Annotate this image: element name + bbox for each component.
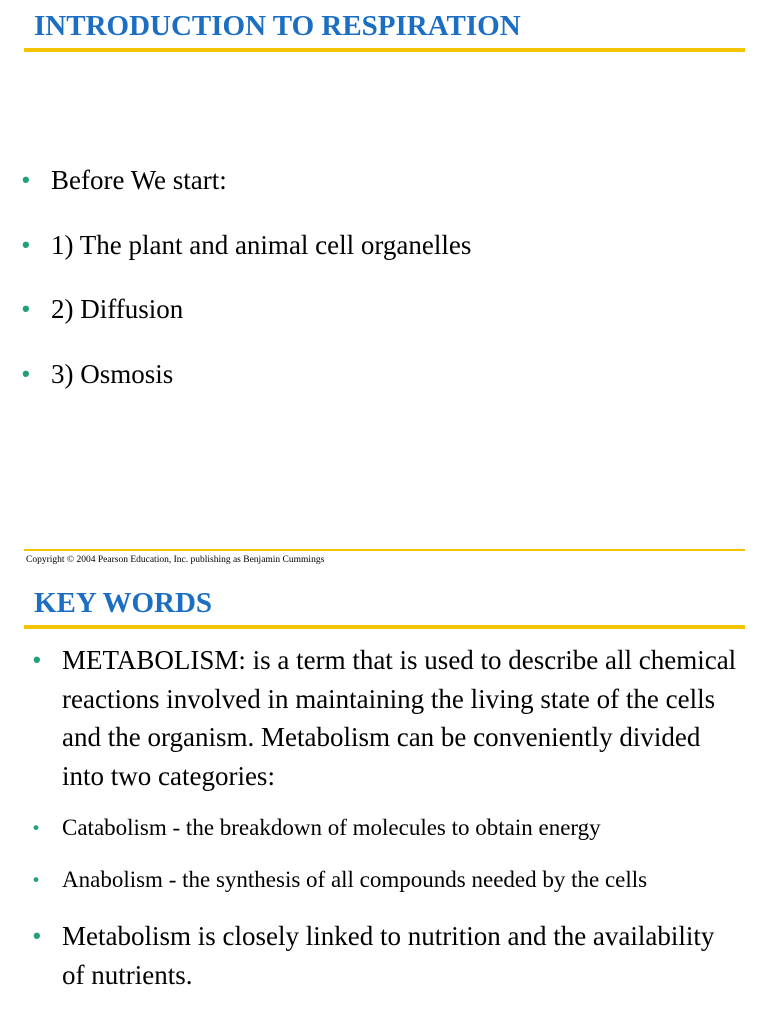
- title-underline: [24, 625, 745, 629]
- list-item: [22, 161, 722, 199]
- bullet-text: 3) Osmosis: [51, 358, 174, 389]
- slide-title: INTRODUCTION TO RESPIRATION: [34, 10, 521, 42]
- bullet-list: [22, 161, 722, 419]
- list-item: [33, 641, 743, 795]
- slide-title: KEY WORDS: [34, 587, 213, 619]
- bullet-list: [33, 641, 743, 994]
- sub-list-item: [33, 814, 743, 842]
- bullet-text: Metabolism is closely linked to nutrition and the availability of nutrients.: [62, 921, 715, 990]
- bullet-icon: •: [33, 818, 39, 837]
- list-item: [22, 355, 722, 393]
- bullet-text: Before We start:: [51, 165, 227, 195]
- bullet-text: Catabolism - the breakdown of molecules to obtain energy: [62, 815, 601, 840]
- bullet-icon: •: [33, 923, 41, 948]
- bullet-text: 1) The plant and animal cell organelles: [51, 229, 472, 260]
- bullet-text: METABOLISM: is a term that is used to describe all chemical reactions involved in maintaining the living state of the cells and the organism. Metabolism can be conveniently divided into two categories:: [62, 645, 737, 791]
- footer-divider: [24, 549, 745, 551]
- sub-list-item: [33, 866, 743, 894]
- list-item: [22, 226, 722, 264]
- bullet-icon: •: [22, 360, 30, 386]
- bullet-icon: •: [22, 167, 30, 192]
- bullet-text: Anabolism - the synthesis of all compounds needed by the cells: [62, 867, 648, 892]
- list-item: [22, 290, 722, 328]
- slide-key-words: [0, 548, 768, 1024]
- bullet-icon: •: [33, 870, 39, 889]
- bullet-icon: •: [33, 647, 41, 672]
- list-item: [33, 917, 743, 994]
- bullet-icon: •: [22, 231, 30, 257]
- bullet-text: 2) Diffusion: [51, 294, 184, 324]
- title-underline: [24, 48, 745, 52]
- bullet-icon: •: [22, 296, 30, 321]
- copyright-notice: Copyright © 2004 Pearson Education, Inc. publishing as Benjamin Cummings: [26, 555, 325, 565]
